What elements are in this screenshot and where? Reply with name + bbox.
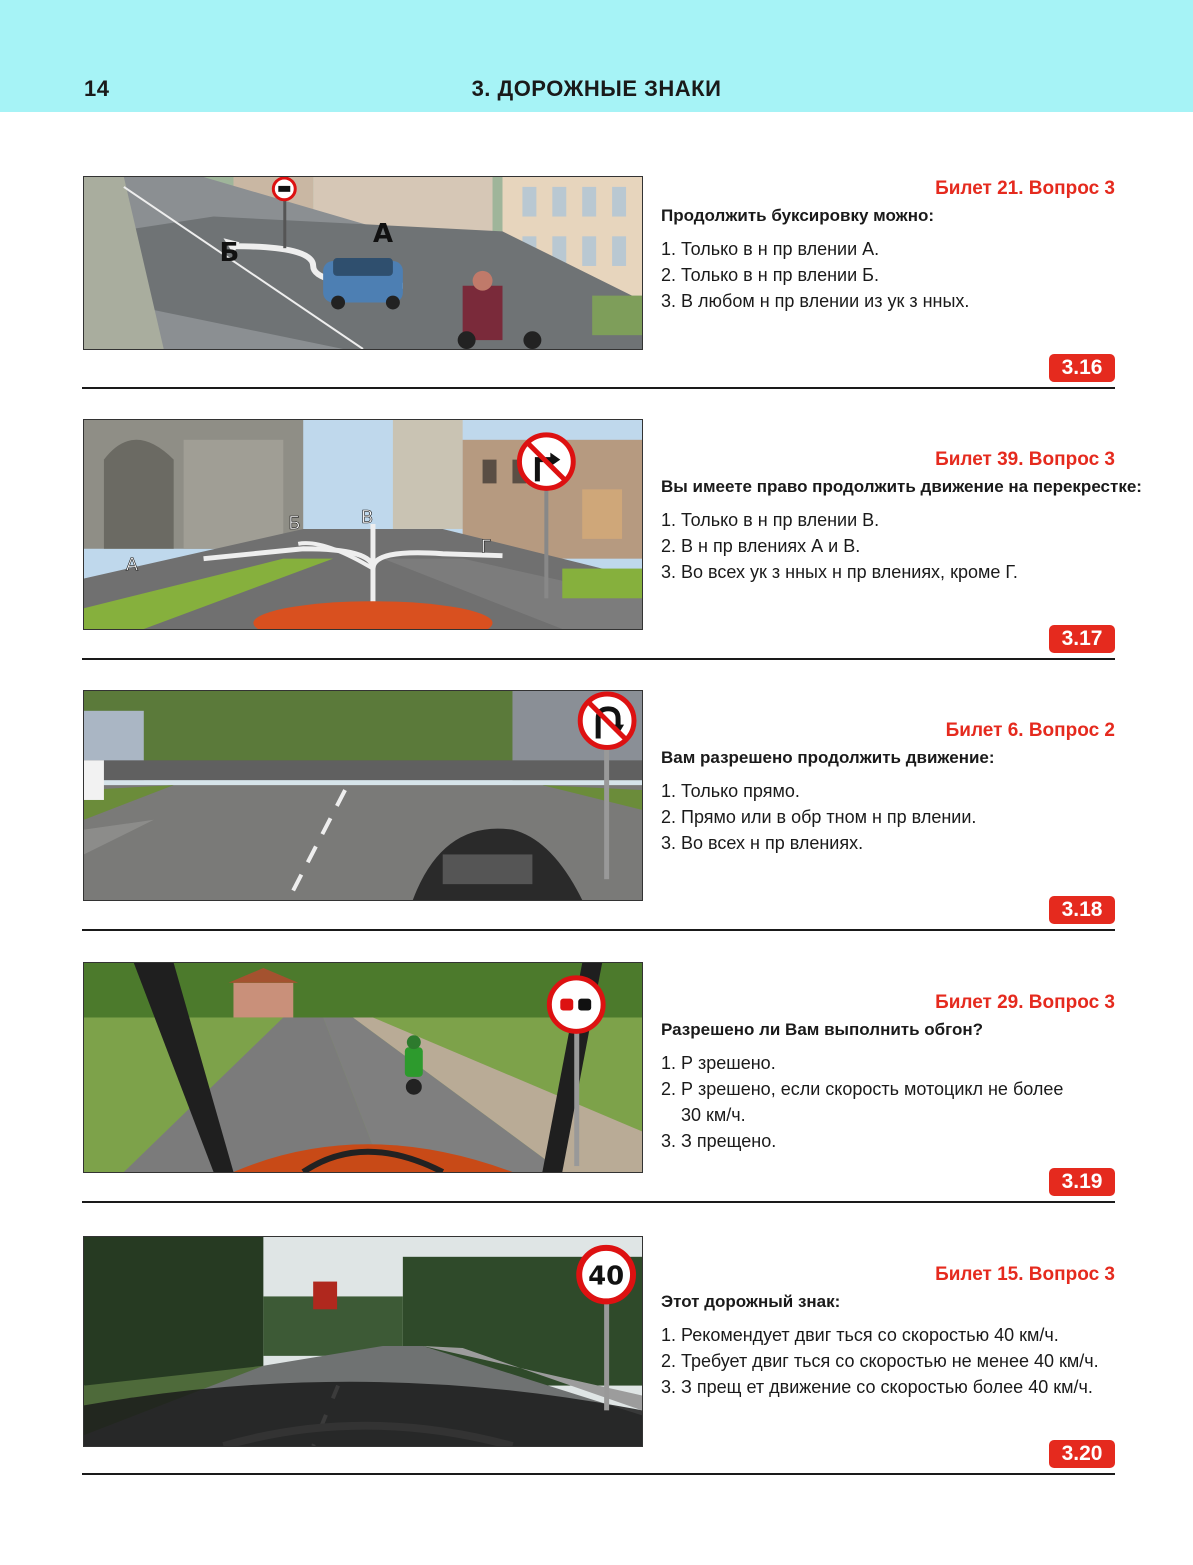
question-text: Продолжить буксировку можно: [661,206,935,225]
illustration-no-overtaking-country-road [83,962,643,1173]
question-text: Этот дорожный знак: [661,1292,841,1311]
answer-option-3[interactable]: 3. З прещ ет движение со скоростью более 40 км/ч. [661,1377,1093,1397]
page-number: 14 [84,76,110,101]
question-block-3-20 [0,1262,1193,1534]
answer-option-3[interactable]: 3. Во всех ук з нных н пр влениях, кроме Г. [661,562,1018,582]
question-number-badge: 3.19 [1049,1168,1115,1196]
answer-list [661,1322,1131,1400]
illustration-towing-intersection [83,176,643,350]
answer-option-3[interactable]: 3. В любом н пр влении из ук з нных. [661,291,970,311]
illustration-no-right-turn-intersection [83,419,643,630]
question-number-badge: 3.20 [1049,1440,1115,1468]
section-divider [82,1201,1115,1203]
speed-limit-value: 40 [588,1261,625,1292]
question-block-3-17 [0,447,1193,719]
answer-option-2[interactable] [661,1076,1131,1128]
answer-option-2-line-2: 30 км/ч. [681,1105,746,1125]
answer-option-1[interactable]: 1. Только в н пр влении А. [661,239,880,259]
scene-label-b: Б [288,513,301,534]
answer-option-1[interactable]: 1. Только прямо. [661,781,800,801]
section-divider [82,387,1115,389]
answer-option-2[interactable]: 2. Требует двиг ться со скоростью не менее 40 км/ч. [661,1351,1099,1371]
ticket-ref: Билет 29. Вопрос 3 [935,992,1115,1013]
chapter-title: 3. ДОРОЖНЫЕ ЗНАКИ [471,76,722,101]
answer-list [661,236,1131,314]
answer-list [661,778,1131,856]
ticket-ref: Билет 21. Вопрос 3 [935,178,1115,199]
illustration-speed-limit-forest-road [83,1236,643,1447]
question-text: Вы имеете право продолжить движение на перекрестке: [661,477,1142,496]
question-block-3-19 [0,990,1193,1262]
scene-label-a: А [125,554,139,576]
answer-option-3[interactable]: 3. Во всех н пр влениях. [661,833,864,853]
scene-label-v: В [361,507,374,528]
section-divider [82,929,1115,931]
answer-option-1[interactable]: 1. Только в н пр влении В. [661,510,880,530]
question-block-3-18 [0,718,1193,990]
question-number-badge: 3.18 [1049,896,1115,924]
answer-option-2[interactable]: 2. В н пр влениях А и В. [661,536,861,556]
question-number-badge: 3.16 [1049,354,1115,382]
section-divider [82,1473,1115,1475]
ticket-ref: Билет 15. Вопрос 3 [935,1264,1115,1285]
question-number-badge: 3.17 [1049,625,1115,653]
answer-list [661,507,1131,585]
scene-label-b: Б [219,238,240,268]
illustration-no-u-turn-road [83,690,643,901]
answer-option-1[interactable]: 1. Рекомендует двиг ться со скоростью 40 км/ч. [661,1325,1059,1345]
section-divider [82,658,1115,660]
scene-label-a: А [372,219,394,250]
question-text: Вам разрешено продолжить движение: [661,748,995,767]
question-block-3-16 [0,176,1193,448]
ticket-ref: Билет 39. Вопрос 3 [935,449,1115,470]
answer-option-2-line-1: 2. Р зрешено, если скорость мотоцикл не более [661,1079,1064,1099]
ticket-ref: Билет 6. Вопрос 2 [945,720,1115,741]
answer-list [661,1050,1131,1154]
answer-option-3[interactable]: 3. З прещено. [661,1131,777,1151]
answer-option-2[interactable]: 2. Только в н пр влении Б. [661,265,879,285]
page-header [0,0,1193,112]
answer-option-2[interactable]: 2. Прямо или в обр тном н пр влении. [661,807,977,827]
answer-option-1[interactable]: 1. Р зрешено. [661,1053,776,1073]
question-text: Разрешено ли Вам выполнить обгон? [661,1020,984,1039]
scene-label-g: Г [480,536,492,558]
